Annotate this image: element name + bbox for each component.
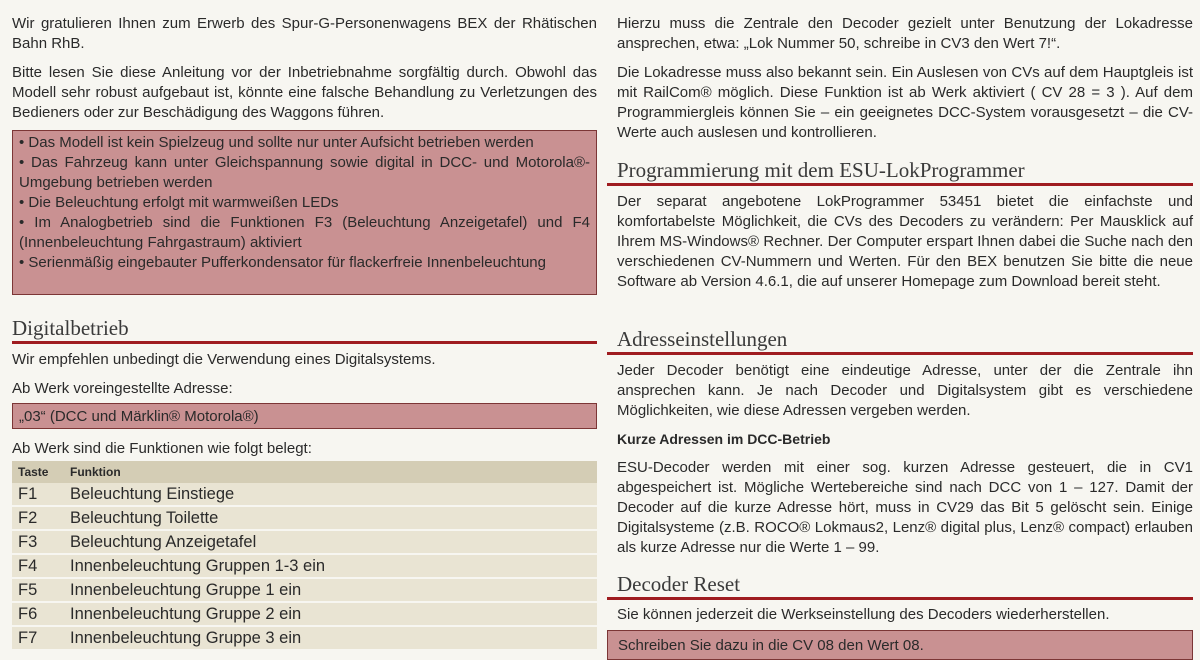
address-paragraph: Jeder Decoder benötigt eine eindeutige Adresse, unter der die Zentrale ihn ansprechen kann. Je nach Decoder und Digitalsystem gibt es verschiedene Möglichkeiten, wie diese Adressen vergeben werden. (617, 362, 1193, 419)
bullet-item: • Serienmäßig eingebauter Pufferkondensator für flackerfreie Innenbeleuchtung (19, 253, 590, 273)
function-cell: Beleuchtung Anzeigetafel (70, 532, 257, 551)
reset-instruction-box: Schreiben Sie dazu in die CV 08 den Wert 08. (607, 630, 1193, 660)
function-cell: Innenbeleuchtung Gruppe 3 ein (70, 628, 302, 647)
key-cell: F5 (18, 580, 38, 599)
reset-heading: Decoder Reset (617, 572, 741, 596)
table-row (12, 627, 597, 651)
key-cell: F1 (18, 484, 38, 503)
key-cell: F6 (18, 604, 38, 623)
digital-recommendation: Wir empfehlen unbedingt die Verwendung eines Digitalsystems. (12, 351, 436, 368)
safety-notice-box (12, 130, 597, 295)
lokadresse-paragraph: Hierzu muss die Zentrale den Decoder gezielt unter Benutzung der Lokadresse ansprechen, etwa: „Lok Nummer 50, schreibe in CV3 den Wert 7!“. (617, 15, 1193, 52)
address-heading: Adresseinstellungen (617, 327, 788, 351)
heading-rule (12, 341, 597, 344)
key-cell: F4 (18, 556, 38, 575)
intro-paragraph-1: Wir gratulieren Ihnen zum Erwerb des Spur-G-Personenwagens BEX der Rhätischen Bahn RhB. (12, 15, 597, 52)
heading-rule (607, 352, 1193, 355)
table-header (12, 461, 597, 483)
heading-rule (607, 183, 1193, 186)
table-row (12, 603, 597, 627)
table-row (12, 555, 597, 579)
function-cell: Beleuchtung Toilette (70, 508, 219, 527)
bullet-item: • Die Beleuchtung erfolgt mit warmweißen LEDs (19, 193, 590, 213)
key-cell: F7 (18, 628, 38, 647)
digital-heading: Digitalbetrieb (12, 316, 129, 340)
programmer-paragraph: Der separat angebotene LokProgrammer 53451 bietet die einfachste und komfortabelste Möglichkeit, die CVs des Decoders zu verändern: Per Mausklick auf Ihrem MS-Windows® Rechner. Der Computer erspart Ihnen dabei die Suche nach den verschiedenen CV-Nummern und Werten. Für den BEX benutzen Sie bitte die neue Software ab Version 4.6.1, die auf unserer Homepage zum Download bereit steht. (617, 193, 1193, 290)
key-cell: F2 (18, 508, 38, 527)
function-cell: Innenbeleuchtung Gruppen 1-3 ein (70, 556, 326, 575)
bullet-item: • Das Fahrzeug kann unter Gleichspannung sowie digital in DCC- und Motorola®-Umgebung betrieben werden (19, 153, 590, 193)
default-address-label: Ab Werk voreingestellte Adresse: (12, 380, 233, 397)
table-row (12, 483, 597, 507)
bullet-item: • Das Modell ist kein Spielzeug und sollte nur unter Aufsicht betrieben werden (19, 133, 590, 153)
table-row (12, 531, 597, 555)
function-cell: Innenbeleuchtung Gruppe 2 ein (70, 604, 302, 623)
programmer-heading: Programmierung mit dem ESU-LokProgrammer (617, 158, 1025, 182)
default-address-box: „03“ (DCC und Märklin® Motorola®) (12, 403, 597, 429)
table-row (12, 579, 597, 603)
function-table (12, 461, 597, 651)
short-address-paragraph: ESU-Decoder werden mit einer sog. kurzen Adresse gesteuert, die in CV1 abgespeichert ist. Mögliche Wertebereiche sind nach DCC von 1 – 127. Damit der Decoder auf die kurze Adresse hört, muss in CV29 das Bit 5 gelöscht sein. Einige Digitalsysteme (z.B. ROCO® Lokmaus2, Lenz® digital plus, Lenz® compact) erlauben als kurze Adresse nur die Werte 1 – 99. (617, 459, 1193, 556)
railcom-paragraph: Die Lokadresse muss also bekannt sein. Ein Auslesen von CVs auf dem Hauptgleis ist mit RailCom® möglich. Diese Funktion ist ab Werk aktiviert ( CV 28 = 3 ). Auf dem Programmiergleis können Sie – ein geeignetes DCC-System vorausgesetzt – die CV-Werte auch auslesen und kontrollieren. (617, 64, 1193, 141)
heading-rule (607, 597, 1193, 600)
column-header-function: Funktion (70, 465, 121, 479)
function-cell: Innenbeleuchtung Gruppe 1 ein (70, 580, 302, 599)
function-cell: Beleuchtung Einstiege (70, 484, 235, 503)
key-cell: F3 (18, 532, 38, 551)
short-address-subheading: Kurze Adressen im DCC-Betrieb (617, 431, 831, 447)
reset-paragraph: Sie können jederzeit die Werkseinstellung des Decoders wiederherstellen. (617, 606, 1110, 623)
table-row (12, 507, 597, 531)
column-header-key: Taste (18, 465, 49, 479)
functions-intro: Ab Werk sind die Funktionen wie folgt belegt: (12, 440, 312, 457)
bullet-item: • Im Analogbetrieb sind die Funktionen F3 (Beleuchtung Anzeigetafel) und F4 (Innenbeleuchtung Fahrgastraum) aktiviert (19, 213, 590, 253)
intro-paragraph-2: Bitte lesen Sie diese Anleitung vor der Inbetriebnahme sorgfältig durch. Obwohl das Modell sehr robust aufgebaut ist, könnte eine falsche Behandlung zu Verletzungen des Bedieners oder zur Beschädigung des Waggons führen. (12, 64, 597, 121)
